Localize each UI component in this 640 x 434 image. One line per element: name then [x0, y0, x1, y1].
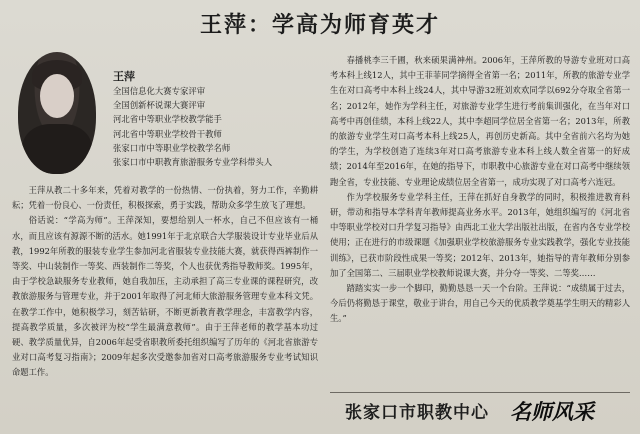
- bio-titles: [113, 84, 323, 169]
- right-column: [330, 53, 630, 327]
- left-column: [12, 183, 318, 381]
- portrait-face: [40, 74, 74, 118]
- paragraph: 王萍从教二十多年来，凭着对教学的一份热情、一份执着，努力工作，辛勤耕耘；凭着一份良心、一份责任，积极探索，勇于实践，帮助众多学生放飞了理想。: [12, 185, 318, 211]
- bio-title: 河北省中等职业学校骨干教师: [113, 128, 222, 139]
- footer-brand: 张家口市职教中心: [345, 403, 489, 423]
- bio-name: 王萍: [113, 70, 135, 83]
- bio-title: 全国创新杯说课大赛评审: [113, 100, 206, 111]
- bio-title: 河北省中等职业学校教学能手: [113, 114, 222, 125]
- portrait-photo: [18, 52, 96, 174]
- bio-title: 张家口市中职教育旅游服务专业学科带头人: [113, 157, 273, 168]
- portrait-body: [22, 124, 92, 174]
- bio-title: 全国信息化大赛专家评审: [113, 86, 206, 96]
- column-title: 名师风采: [510, 400, 594, 424]
- footer-divider: [330, 392, 630, 393]
- paragraph: 俗话说：“学高为师”。王萍深知，要想给别人一杯水，自己不但应该有一桶水，而且应该有源源不断的活水。她1991年于北京联合大学服装设计专业毕业后从教，1992年所教的服装专业学生参加河北省服装专业技能大赛，就获得西裤制作一等奖、中山装制作一等奖、西装制作二等奖，个人也获优秀指导教师奖。1995年，由于学校急缺服务专业教师，她自我加压，主动承担了高三专业课的课程研究，改教旅游服务与管理专业，并于2001年取得了河北师大旅游服务管理专业本科文凭。在教学工作中，她积极学习，刻苦钻研，不断更新教育教学理念，丰富教学内容，提高教学质量，多次被评为校“学生最满意教师”。由于王萍老师的教学基本功过硬、教学质量优异，自2006年起受省职教所委托组织编写了历年的《河北省旅游专业对口高考复习指南》；2009年起多次受邀参加省对口高考旅游服务专业考试知识命题工作。: [12, 215, 318, 378]
- paragraph: 春播桃李三千圃，秋来硕果满神州。2006年，王萍所教的导游专业班对口高考本科上线12人，其中王菲菲同学摘得全省第一名；2011年，所教的旅游专业学生在对口高考中本科上线24人，其中导游32班刘欢欢同学以692分夺取全省第一名；2012年，她作为学科主任，对旅游专业学生进行考前集训强化，在当年对口高考中再创佳绩，本科上线22人，其中李超同学位居全省第一名；2013年，所教的旅游专业学生对口高考本科上线25人，再创历史新高。其中全省前六名均为她的学生，为学校创造了连续3年对口高考旅游专业本科上线人数全省第一的好成绩；2014年至2016年，在她的指导下，市职教中心旅游专业在对口高考中继续领跑全省，专业技能、专业理论成绩位居全省第一，成功实现了对口高考六连冠。: [330, 55, 630, 187]
- bio-title: 张家口市中等职业学校教学名师: [113, 142, 231, 153]
- paragraph: 踏踏实实一步一个脚印，勤勤恳恳一天一个台阶。王萍说：“成绩属于过去，今后仍将勤恳于课堂，敬业于讲台，用自己今天的优质教学奠基学生明天的精彩人生。”: [330, 283, 630, 324]
- paragraph: 作为学校服务专业学科主任，王萍在抓好自身教学的同时，积极推进教育科研，带动和指导本学科青年教师提高业务水平。2013年，她组织编写的《河北省中等职业学校对口升学复习指导》由西北工业大学出版社出版，在省内各专业学校使用；正在进行的市级课题《加强职业学校旅游服务专业实践教学，强化专业技能训练》，已获市阶段性成果一等奖；2012年、2013年，她指导的青年教师分别参加了全国第二、三届职业学校教师说课大赛，并分夺一等奖、二等奖……: [330, 191, 630, 278]
- headline: 王萍：学高为师育英才: [199, 13, 440, 38]
